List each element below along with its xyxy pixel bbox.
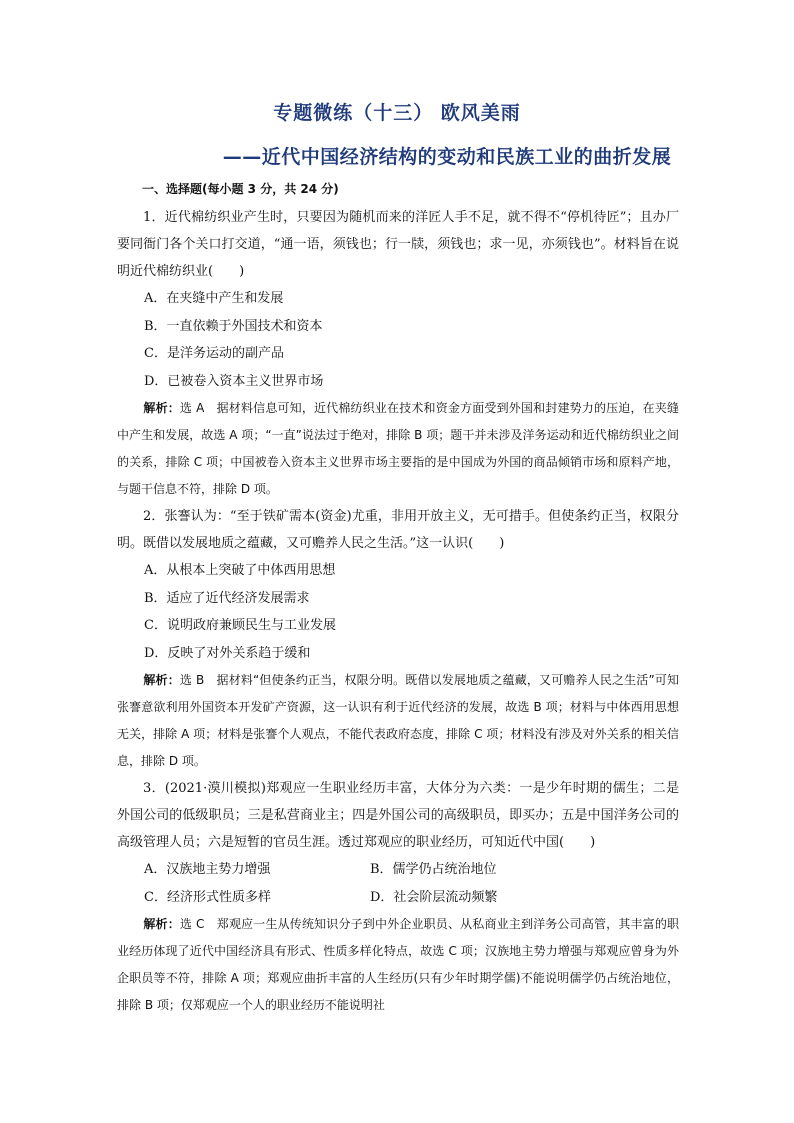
option-b: B．一直依赖于外国技术和资本 (144, 318, 323, 334)
option-d: D．反映了对外关系趋于缓和 (144, 645, 311, 661)
page-title: 专题微练（十三） 欧风美雨 (273, 102, 521, 124)
question-stem: 1．近代棉纺织业产生时，只要因为随机而来的洋匠人手不足，就不得不“停机待匠”；且办厂要同衙门各个关口打交道，“通一语，须钱也；行一牍，须钱也；求一见，亦须钱也”。材料旨在说明近代棉纺织业( ) (117, 210, 679, 279)
analysis-label: 解析： (143, 917, 180, 931)
analysis-text: 选 B 据材料“但使条约正当，权限分明。既借以发展地质之蕴藏，又可赡养人民之生活”可知张謇意欲利用外国资本开发矿产资源，这一认识有利于近代经济的发展，故选 B 项；材料与中体西用思想无关，排除 A 项；材料是张謇个人观点，不能代表政府态度，排除 C 项；材料没有涉及对外关系的相关信息，排除 D 项。 (117, 673, 679, 768)
option-d: D．社会阶层流动频繁 (370, 889, 498, 905)
analysis-text: 选 A 据材料信息可知，近代棉纺织业在技术和资金方面受到外国和封建势力的压迫，在夹缝中产生和发展，故选 A 项；“一直”说法过于绝对，排除 B 项；题干并未涉及洋务运动和近代棉纺织业之间的关系，排除 C 项；中国被卷入资本主义世界市场主要指的是中国成为外国的商品倾销市场和原料产地，与题干信息不符，排除 D 项。 (117, 401, 679, 496)
option-row (117, 856, 679, 884)
analysis-text: 选 C 郑观应一生从传统知识分子到中外企业职员、从私商业主到洋务公司高管，其丰富的职业经历体现了近代中国经济具有形式、性质多样化特点，故选 C 项；汉族地主势力增强与郑观应曾身为外企职员等不符，排除 A 项；郑观应曲折丰富的人生经历(只有少年时期学儒)不能说明儒学仍占统治地位，排除 B 项；仅郑观应一个人的职业经历不能说明社 (117, 917, 679, 1012)
analysis-label: 解析： (143, 401, 180, 415)
analysis (117, 667, 679, 775)
option-a: A．在夹缝中产生和发展 (144, 291, 284, 306)
option-c: C．是洋务运动的副产品 (144, 346, 284, 361)
section-heading: 一、选择题(每小题 3 分，共 24 分) (142, 182, 339, 196)
option-row (117, 884, 679, 912)
analysis (117, 911, 679, 1019)
page-subtitle: ——近代中国经济结构的变动和民族工业的曲折发展 (222, 146, 672, 168)
option-b: B．儒学仍占统治地位 (370, 862, 497, 877)
question-stem: 3．(2021·漠川模拟)郑观应一生职业经历丰富，大体分为六类：一是少年时期的儒生；二是外国公司的低级职员；三是私营商业主；四是外国公司的高级职员，即买办；五是中国洋务公司的高级管理人员；六是短暂的官员生涯。透过郑观应的职业经历，可知近代中国( ) (117, 781, 679, 850)
question-list (117, 204, 679, 1019)
analysis-label: 解析： (143, 673, 180, 687)
option-a: A．从根本上突破了中体西用思想 (144, 563, 336, 578)
option-c: C．经济形式性质多样 (144, 889, 271, 905)
option-d: D．已被卷入资本主义世界市场 (144, 373, 324, 389)
question-stem: 2．张謇认为：“至于铁矿需本(资金)尤重，非用开放主义，无可措手。但使条约正当，权限分明。既借以发展地质之蕴藏，又可赡养人民之生活。”这一认识( ) (117, 509, 679, 551)
analysis (117, 395, 679, 503)
option-c: C．说明政府兼顾民生与工业发展 (144, 618, 336, 633)
option-a: A．汉族地主势力增强 (144, 862, 271, 877)
option-b: B．适应了近代经济发展需求 (144, 590, 310, 606)
